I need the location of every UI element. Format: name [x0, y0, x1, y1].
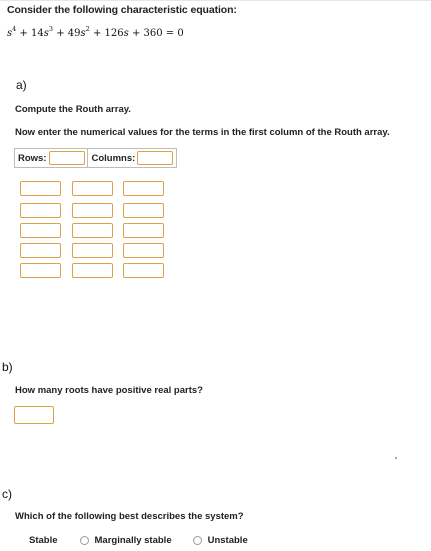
routh-cell[interactable]: [72, 243, 113, 258]
routh-cell[interactable]: [72, 203, 113, 218]
routh-cell[interactable]: [72, 263, 113, 278]
part-a-instruction-1: Compute the Routh array.: [15, 104, 131, 115]
routh-cell[interactable]: [123, 203, 164, 218]
eq-term: + 14: [19, 28, 44, 39]
eq-var: s: [123, 28, 129, 39]
part-a-instruction-2: Now enter the numerical values for the terms in the first column of the Routh array.: [15, 127, 390, 138]
eq-exponent: 3: [48, 25, 54, 33]
option-label: Stable: [29, 535, 58, 546]
option-stable[interactable]: [29, 535, 58, 546]
radio-button[interactable]: [80, 536, 89, 545]
problem-intro: Consider the following characteristic equation:: [7, 4, 237, 16]
eq-term: + 49: [56, 28, 81, 39]
columns-label: Columns:: [91, 152, 136, 164]
routh-cell[interactable]: [20, 263, 61, 278]
routh-cell[interactable]: [20, 181, 61, 196]
eq-exponent: 4: [12, 25, 17, 33]
stray-dot: [395, 457, 397, 459]
routh-cell[interactable]: [72, 181, 113, 196]
routh-cell[interactable]: [123, 181, 164, 196]
eq-var: s: [80, 28, 86, 39]
eq-var: s: [7, 28, 13, 39]
option-label: Marginally stable: [94, 535, 172, 546]
part-c-question: Which of the following best describes the system?: [15, 511, 244, 522]
characteristic-equation: [7, 25, 184, 39]
routh-cell[interactable]: [20, 223, 61, 238]
eq-exponent: 2: [85, 25, 90, 33]
stability-options: [29, 535, 248, 546]
option-label: Unstable: [207, 535, 248, 546]
top-divider: [0, 0, 431, 1]
radio-button[interactable]: [193, 536, 202, 545]
option-marginally-stable[interactable]: [80, 535, 172, 546]
part-b-label: b): [2, 360, 13, 374]
part-b-question: How many roots have positive real parts?: [15, 385, 203, 396]
routh-cell[interactable]: [123, 243, 164, 258]
eq-term: + 360 = 0: [131, 28, 184, 39]
dims-divider: [87, 148, 88, 168]
routh-cell[interactable]: [123, 263, 164, 278]
routh-cell[interactable]: [123, 223, 164, 238]
option-unstable[interactable]: [193, 535, 248, 546]
part-a-label: a): [16, 78, 27, 92]
eq-term: + 126: [93, 28, 124, 39]
positive-roots-input[interactable]: [14, 406, 54, 424]
rows-label: Rows:: [18, 152, 47, 164]
rows-input[interactable]: [49, 151, 85, 165]
routh-dimensions: [14, 148, 177, 168]
part-c-label: c): [2, 487, 12, 501]
routh-cell[interactable]: [72, 223, 113, 238]
routh-cell[interactable]: [20, 243, 61, 258]
columns-input[interactable]: [137, 151, 173, 165]
routh-cell[interactable]: [20, 203, 61, 218]
eq-var: s: [43, 28, 49, 39]
